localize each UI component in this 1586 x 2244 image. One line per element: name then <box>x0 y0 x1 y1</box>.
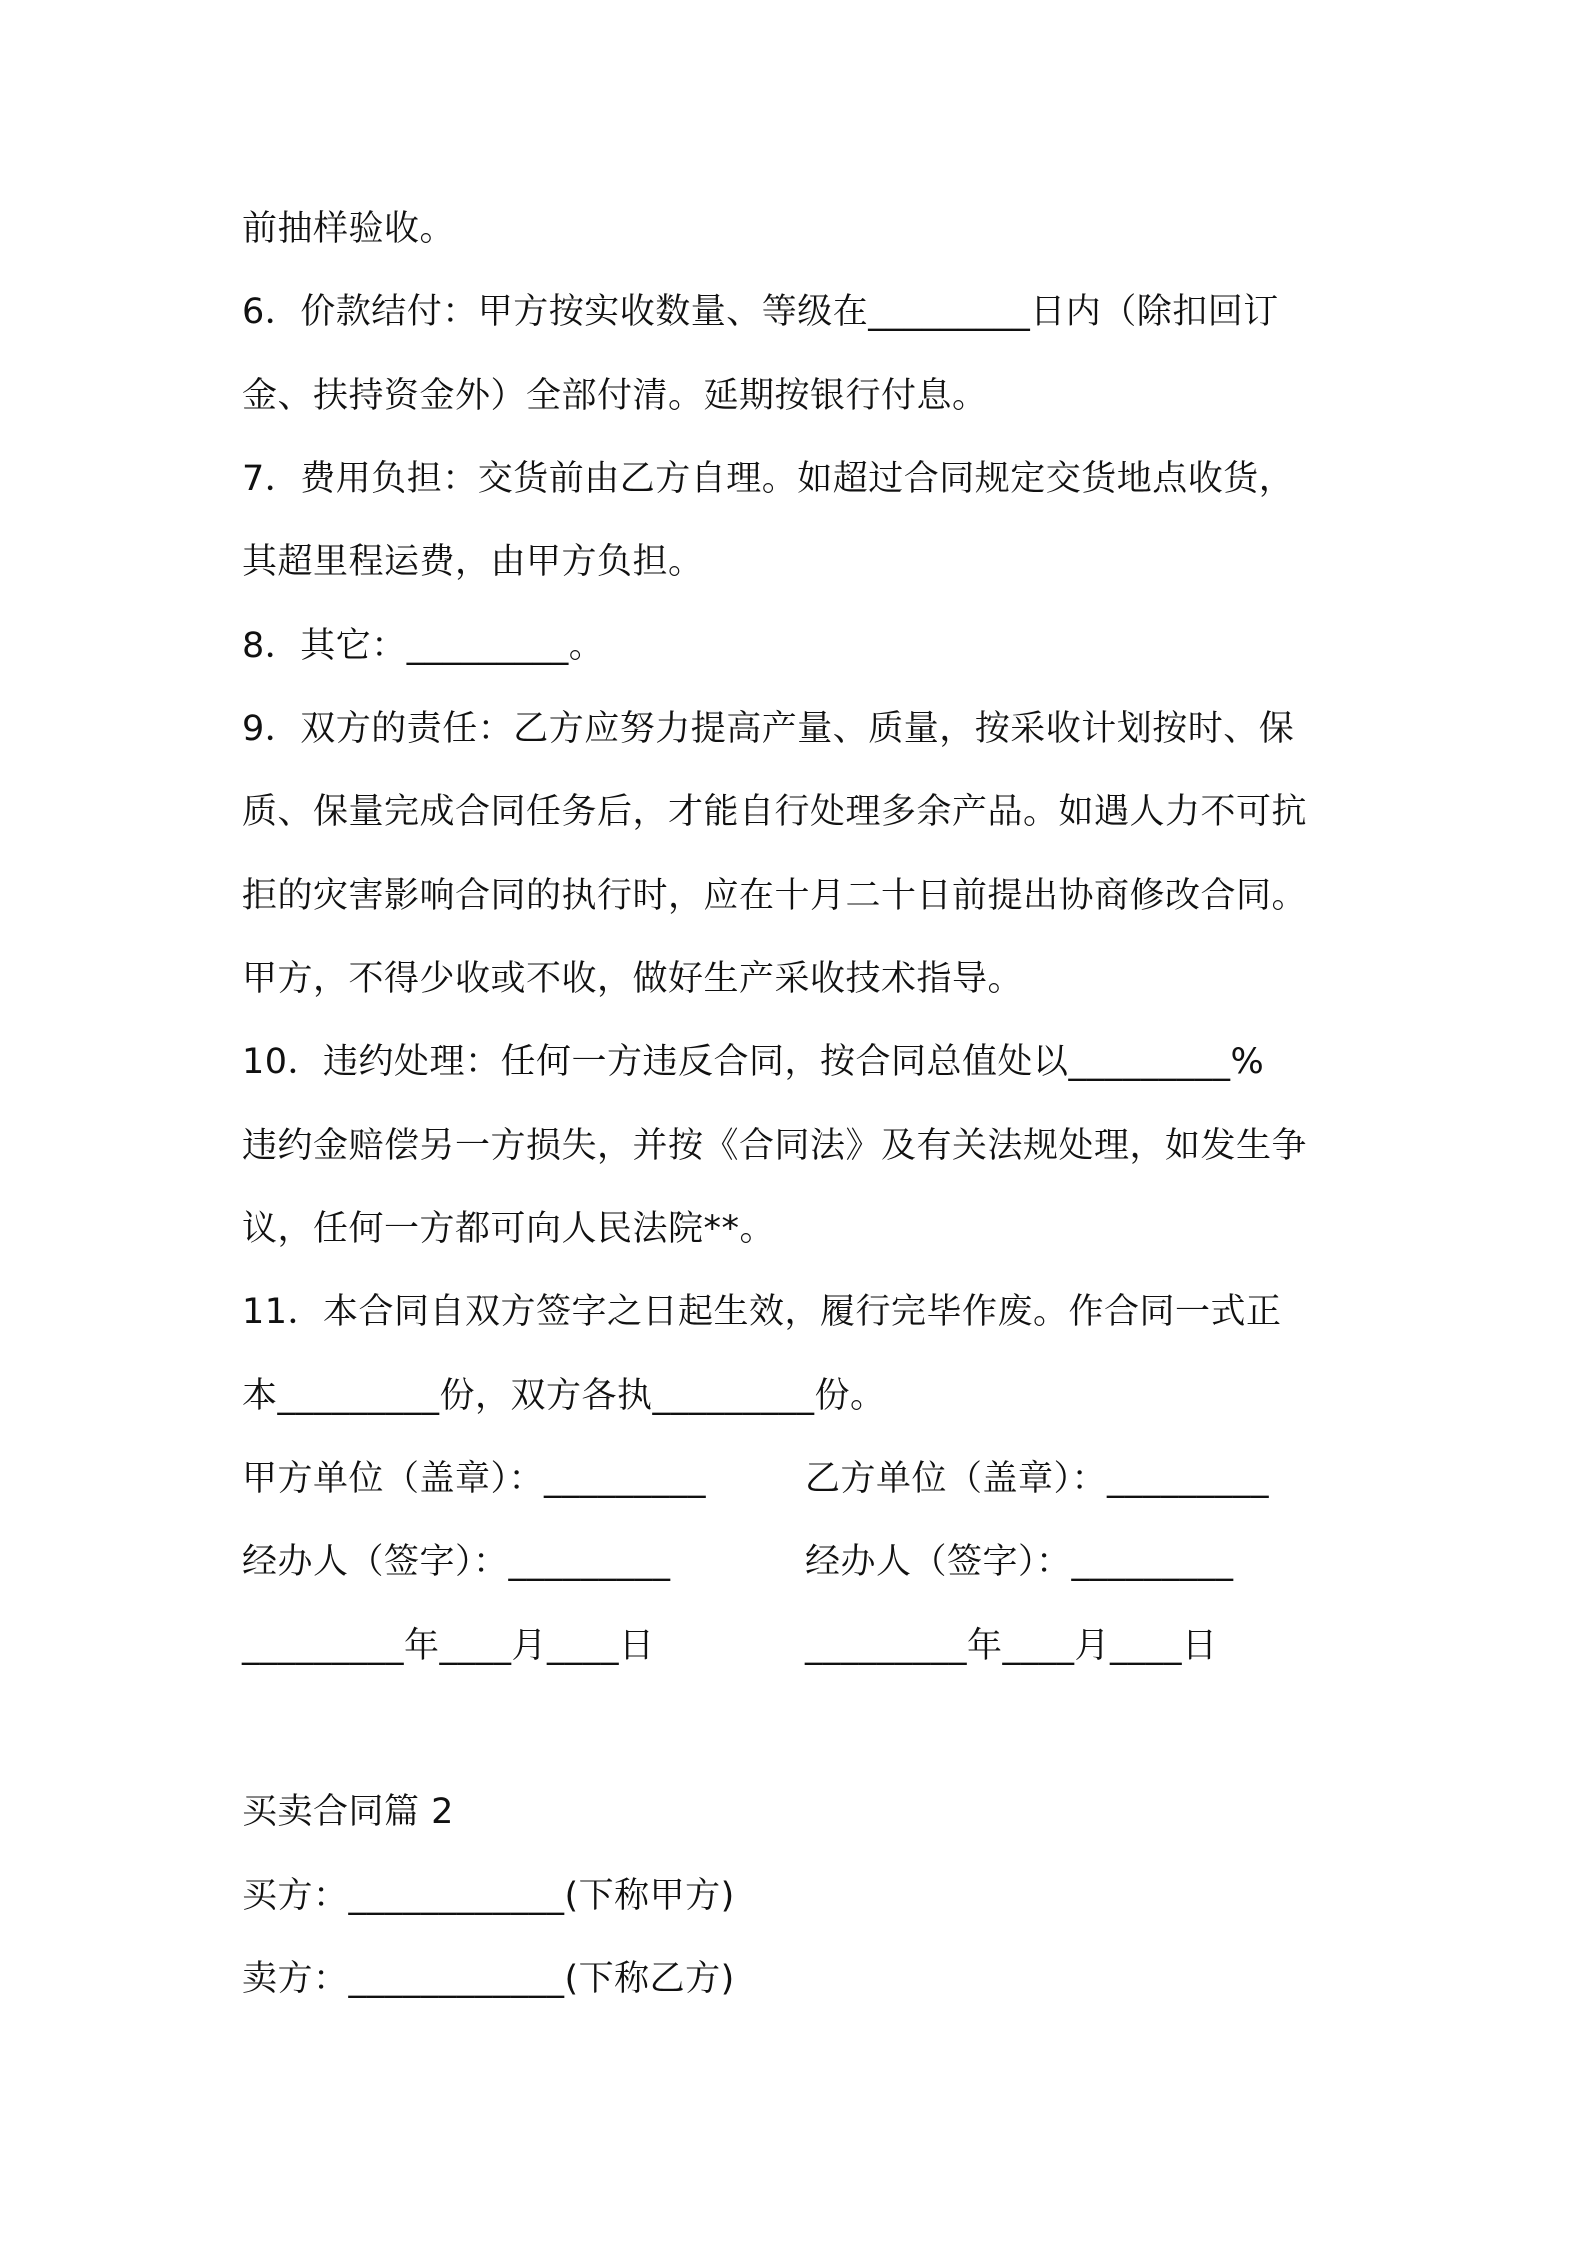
clause-7-line-2: 其超里程运费，由甲方负担。 <box>242 542 704 582</box>
party-b-agent: 经办人（签字）：_________ <box>805 1542 1234 1582</box>
clause-6-line-2: 金、扶持资金外）全部付清。延期按银行付息。 <box>242 376 988 416</box>
clause-9-line-4: 甲方，不得少收或不收，做好生产采收技术指导。 <box>242 959 1024 999</box>
party-a-agent: 经办人（签字）：_________ <box>242 1542 671 1582</box>
clause-10-line-3: 议，任何一方都可向人民法院**。 <box>242 1209 776 1249</box>
party-b-date: _________年____月____日 <box>805 1626 1218 1666</box>
clause-10-line-1: 10．违约处理：任何一方违反合同，按合同总值处以_________% <box>242 1042 1265 1082</box>
clause-10-line-2: 违约金赔偿另一方损失，并按《合同法》及有关法规处理，如发生争 <box>242 1126 1308 1166</box>
clause-11-line-1: 11．本合同自双方签字之日起生效，履行完毕作废。作合同一式正 <box>242 1292 1282 1332</box>
party-a-date: _________年____月____日 <box>242 1626 655 1666</box>
signature-row-unit <box>242 1455 1270 1503</box>
text-line: 前抽样验收。 <box>242 209 456 249</box>
signature-row-date <box>242 1622 1218 1670</box>
buyer-line: 买方：____________(下称甲方) <box>242 1876 735 1916</box>
clause-6-line-1: 6．价款结付：甲方按实收数量、等级在_________日内（除扣回订 <box>242 292 1279 332</box>
party-a-unit: 甲方单位（盖章）：_________ <box>242 1459 707 1499</box>
clause-9-line-2: 质、保量完成合同任务后，才能自行处理多余产品。如遇人力不可抗 <box>242 792 1308 832</box>
section-2-title: 买卖合同篇 2 <box>242 1792 454 1832</box>
clause-7-line-1: 7．费用负担：交货前由乙方自理。如超过合同规定交货地点收货， <box>242 459 1295 499</box>
clause-9-line-3: 拒的灾害影响合同的执行时，应在十月二十日前提出协商修改合同。 <box>242 876 1308 916</box>
party-b-unit: 乙方单位（盖章）：_________ <box>805 1459 1270 1499</box>
clause-8-line: 8．其它：_________。 <box>242 626 605 666</box>
clause-11-line-2: 本_________份，双方各执_________份。 <box>242 1376 886 1416</box>
seller-line: 卖方：____________(下称乙方) <box>242 1959 735 1999</box>
signature-row-agent <box>242 1538 1234 1586</box>
clause-9-line-1: 9．双方的责任：乙方应努力提高产量、质量，按采收计划按时、保 <box>242 709 1295 749</box>
